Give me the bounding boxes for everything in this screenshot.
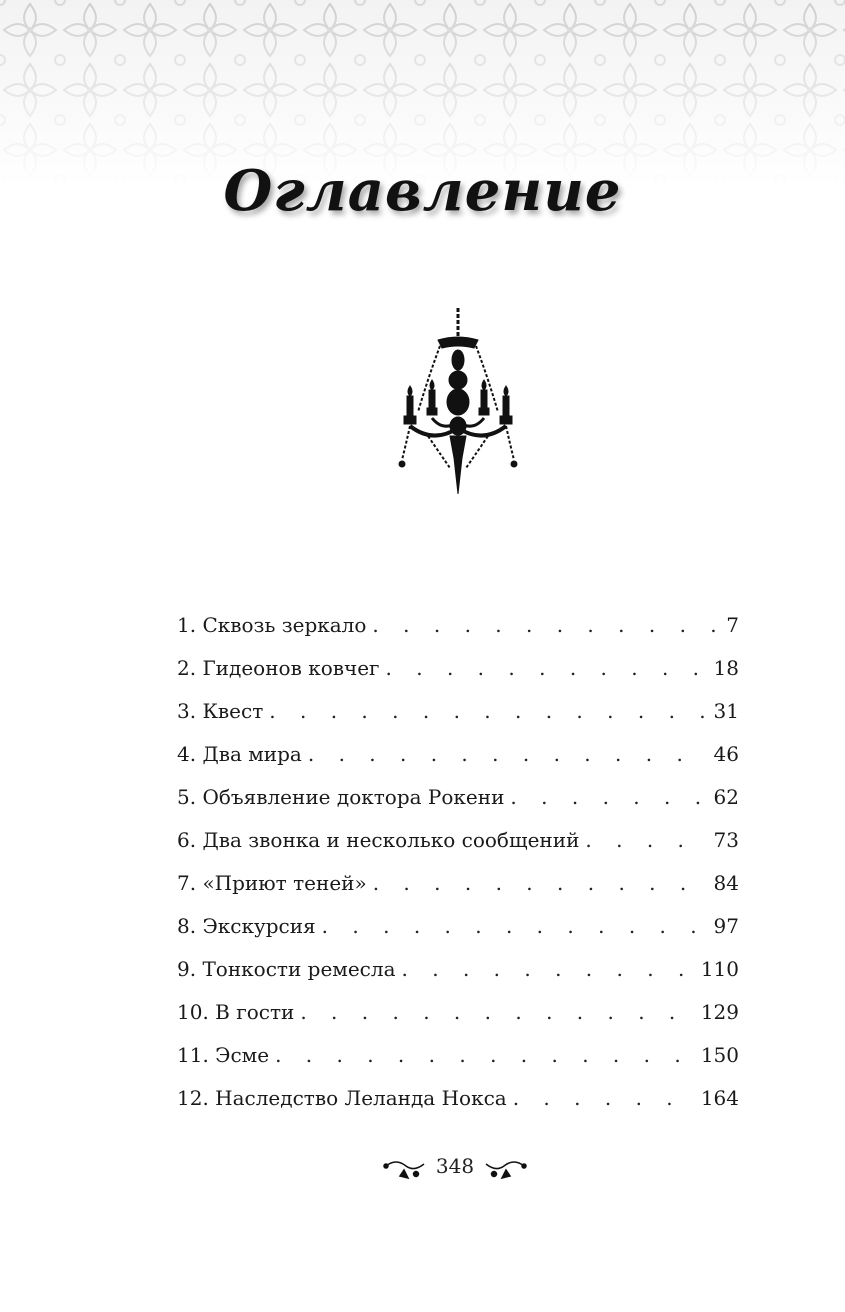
toc-entry-title: 8. Экскурсия [177,914,316,938]
toc-entry[interactable] [177,604,739,647]
dot-leader [275,1034,693,1077]
toc-entry-page: 62 [713,785,739,809]
toc-entry-page: 31 [713,699,739,723]
chandelier-icon [388,308,528,498]
toc-entry-page: 97 [713,914,739,938]
page-number: 348 [435,1154,475,1178]
dot-leader [308,733,706,776]
toc-entry-title: 2. Гидеонов ковчег [177,656,380,680]
toc-entry[interactable] [177,733,739,776]
dot-leader [269,690,705,733]
toc-entry-title: 10. В гости [177,1000,295,1024]
toc-entry[interactable] [177,647,739,690]
toc-entry-page: 84 [713,871,739,895]
dot-leader [322,905,706,948]
toc-entry-title: 12. Наследство Леланда Нокса [177,1086,507,1110]
toc-entry-title: 7. «Приют теней» [177,871,367,895]
toc-entry-title: 11. Эсме [177,1043,270,1067]
toc-entry[interactable] [177,905,739,948]
dot-leader [300,991,692,1034]
dot-leader [585,819,705,862]
page-title: Оглавление [223,158,622,224]
toc-entry[interactable] [177,1077,739,1120]
toc-entry[interactable] [177,948,739,991]
table-of-contents [177,604,739,1120]
dot-leader [510,776,705,819]
toc-entry-page: 18 [713,656,739,680]
toc-entry-page: 129 [700,1000,739,1024]
toc-entry-page: 150 [700,1043,739,1067]
toc-entry[interactable] [177,776,739,819]
toc-entry-page: 164 [700,1086,739,1110]
toc-entry-title: 4. Два мира [177,742,302,766]
page-folio [380,1148,530,1188]
dot-leader [402,948,693,991]
toc-entry-page: 46 [713,742,739,766]
toc-entry-page: 110 [700,957,739,981]
toc-entry[interactable] [177,1034,739,1077]
toc-entry-title: 6. Два звонка и несколько сообщений [177,828,580,852]
toc-entry-title: 1. Сквозь зеркало [177,613,367,637]
dot-leader [373,862,706,905]
toc-entry[interactable] [177,862,739,905]
toc-entry-title: 9. Тонкости ремесла [177,957,396,981]
toc-entry-title: 5. Объявление доктора Рокени [177,785,505,809]
dot-leader [386,647,706,690]
toc-entry-title: 3. Квест [177,699,264,723]
dot-leader [513,1077,693,1120]
toc-entry[interactable] [177,991,739,1034]
toc-entry[interactable] [177,819,739,862]
toc-entry-page: 7 [726,613,739,637]
toc-entry-page: 73 [713,828,739,852]
dot-leader [372,604,718,647]
toc-entry[interactable] [177,690,739,733]
